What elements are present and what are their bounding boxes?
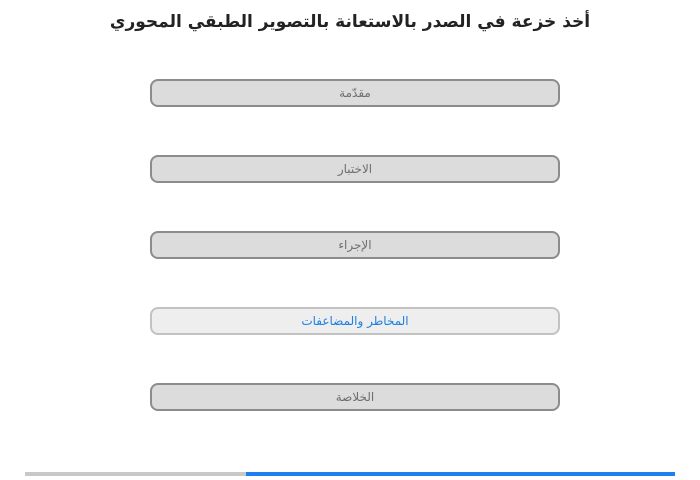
progress-bar-fill	[246, 472, 675, 476]
section-button-test[interactable]: الاختبار	[150, 155, 560, 183]
progress-bar	[25, 472, 675, 476]
section-button-risks[interactable]: المخاطر والمضاعفات	[150, 307, 560, 335]
section-button-introduction[interactable]: مقدّمة	[150, 79, 560, 107]
section-button-procedure[interactable]: الإجراء	[150, 231, 560, 259]
page-title: أخذ خزعة في الصدر بالاستعانة بالتصوير الطبقي المحوري	[109, 12, 591, 32]
section-button-summary[interactable]: الخلاصة	[150, 383, 560, 411]
section-nav	[150, 79, 560, 459]
